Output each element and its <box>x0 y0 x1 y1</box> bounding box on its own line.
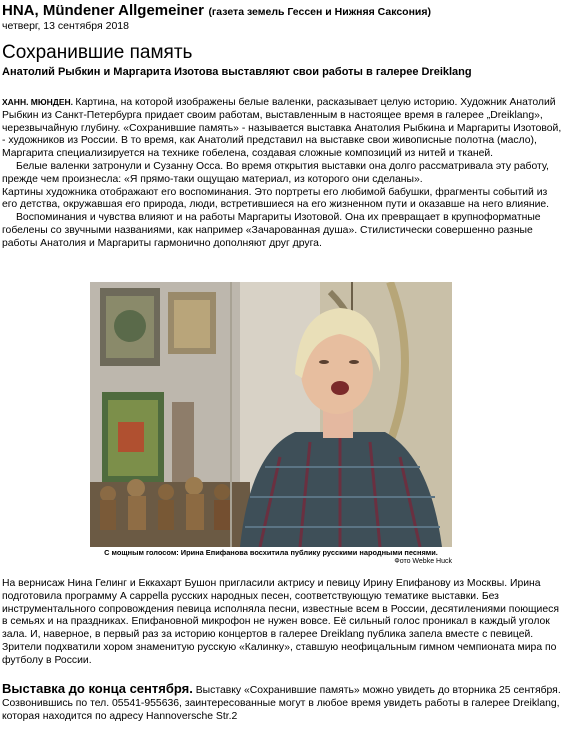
closing-text: Выставку «Сохранившие память» можно увидеть до вторника 25 сентября. Созвонившись по тел. 05541-955636, заинтересованные могут в любое время увидеть работы в галерее Dreiklang, которая находится по адресу Hannoversche Str.2 <box>2 685 561 722</box>
publication-name: HNA, Mündener Allgemeiner <box>2 2 204 19</box>
paragraph-4: Воспоминания и чувства влияют и на работы Маргариты Изотовой. Она их превращает в крупноформатные гобелены со звучными названиями, как например «Зачарованная душа». Стилистически совершенно разные работы Анатолия и Маргариты гармонично дополняют друг друга. <box>2 212 541 249</box>
article-photo <box>90 282 452 547</box>
paragraph-2: Белые валенки затронули и Сузанну Осса. Во время открытия выставки она долго рассматривала эту работу, прежде чем произнесла: «Я прямо-таки ощущаю материал, из которого они сделаны». <box>2 160 549 185</box>
photo-credit: Фото Webke Huck <box>394 558 452 565</box>
dateline: ХАНН. МЮНДЕН <box>2 97 71 107</box>
singer-photo-illustration <box>90 282 452 547</box>
paragraph-3: Картины художника отображают его воспоминания. Это портреты его любимой бабушки, фрагменты событий из его детства, окружавшая его природа, люди, встретившиеся на его жизненном пути и оказавше на него влияние. <box>2 186 550 211</box>
article-subtitle: Анатолий Рыбкин и Маргарита Изотова выставляют свои работы в галерее Dreiklang <box>2 66 472 78</box>
article-body-top <box>2 96 562 251</box>
closing-paragraph <box>2 682 562 723</box>
paragraph-1-text: Картина, на которой изображены белые валенки, расказывает целую историю. Художник Анатолий Рыбкин из Санкт-Петербурга придает своим работам, выставленным в настоящее время в галерее „Dreiklang», черезвычайную глубину. «Сохранившие память» - называется выставка Анатолия Рыбкина и Маргариты Изотовой, - художников из России. В то время, как Анатолий представил на выставке свои живописные полотна (масло), Маргарита специализируется на техникe гобелена, создавая сложные композиций из нитей и тканей. <box>2 97 562 160</box>
paragraph-1: ХАНН. МЮНДЕН. Картина, на которой изображены белые валенки, расказывает целую историю. Художник Анатолий Рыбкин из Санкт-Петербурга придает своим работам, выставленным в настоящее время в галерее „Dreiklang», черезвычайную глубину. «Сохранившие память» - называется выставка Анатолия Рыбкина и Маргариты Изотовой, - художников из России. В то время, как Анатолий представил на выставке свои живописные полотна (масло), Маргарита специализируется на техникe гобелена, создавая сложные композиций из нитей и тканей. <box>2 97 562 160</box>
photo-caption: С мощным голосом: Ирина Епифанова восхитила публику русскими народными песнями. <box>104 548 438 557</box>
article-title: Сохранившие память <box>2 42 193 63</box>
masthead <box>2 2 566 20</box>
paragraph-5: На вернисаж Нина Гелинг и Еккахарт Бушон пригласили актрису и певицу Ирину Епифанову из Москвы. Ирина подготовила программу А cappella русских народных песен, соответствующую тематике выставки. Без инструментального сопровождения певица исполняла песни, известные всем в России, десятилениями поющиеся в семьях и на праздниках. Епифановной микрофон не нужен вовсе. Её сильный голос проникал в каждый уголок зала. И, наверное, в первый раз за историю концертов в галерее Dreiklang публика запела вместе с певицей. Зрители подхватили хором знаменитую русскую «Калинку», ставшую неофицальным гимном чемпионата мира по футболу в России. <box>2 578 559 666</box>
publication-date: четверг, 13 сентября 2018 <box>2 20 129 32</box>
article-body-bottom <box>2 578 562 668</box>
closing-heading: Выставка до конца сентября. <box>2 681 193 696</box>
publication-note: (газета земель Гессен и Нижняя Саксония) <box>208 6 431 18</box>
